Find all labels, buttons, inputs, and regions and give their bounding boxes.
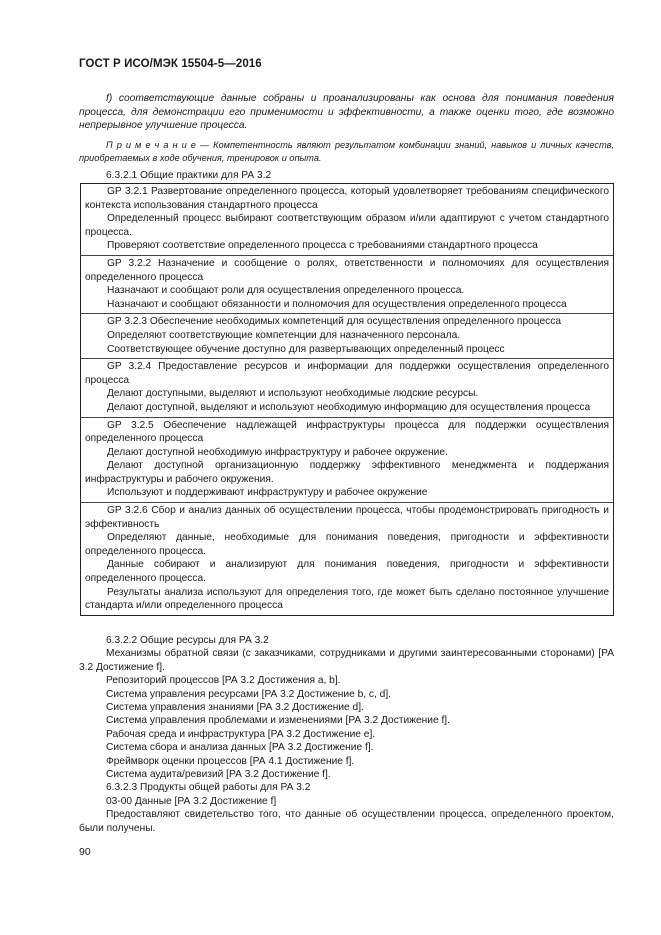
practice-row bbox=[81, 503, 613, 615]
practice-item: Данные собирают и анализируют для понимания поведения, пригодности и эффективности определенного процесса. bbox=[85, 559, 609, 585]
section-6-3-2-2-heading: 6.3.2.2 Общие ресурсы для РА 3.2 bbox=[106, 635, 269, 646]
practice-item: Назначают и сообщают роли для осуществления определенного процесса. bbox=[107, 285, 465, 297]
resources-section bbox=[79, 634, 614, 835]
work-product-description: Предоставляют свидетельство того, что данные об осуществлении процесса, определенного проектом, были получены. bbox=[79, 809, 614, 834]
page-number: 90 bbox=[79, 846, 91, 858]
practice-item: Определенный процесс выбирают соответствующим образом и/или адаптируют с учетом стандартного процесса. bbox=[85, 213, 609, 238]
practice-title: GP 3.2.1 Развертование определенного процесса, который удовлетворяет требованиям специфического контекста использования стандартного процесса bbox=[85, 186, 609, 211]
practice-row bbox=[81, 314, 613, 359]
section-6-3-2-1-heading: 6.3.2.1 Общие практики для РА 3.2 bbox=[106, 170, 272, 181]
practice-title: GP 3.2.5 Обеспечение надлежащей инфраструктуры процесса для поддержки осуществления определенного процесса bbox=[85, 419, 609, 445]
practice-title: GP 3.2.6 Сбор и анализ данных об осуществлении процесса, чтобы продемонстрировать пригодность и эффективность bbox=[85, 505, 609, 530]
practices-table bbox=[80, 183, 614, 616]
practice-title: GP 3.2.4 Предоставление ресурсов и информации для поддержки осуществления определенного процесса bbox=[85, 361, 609, 386]
section-6-3-2-3-heading: 6.3.2.3 Продукты общей работы для РА 3.2 bbox=[106, 782, 311, 794]
practice-item: Назначают и сообщают обязанности и полномочия для осуществления определенного процесса bbox=[107, 298, 567, 310]
practice-row bbox=[81, 359, 613, 417]
practice-item: Делают доступной необходимую инфраструктуру и рабочее окружение. bbox=[107, 446, 448, 458]
intro-item-f: f) соответствующие данные собраны и проанализированы как основа для понимания поведения процесса, для демонстрации его применимости и эффективности, а также оценки того, где возможно непрерывное улучшение процесса. bbox=[79, 93, 614, 132]
practice-row bbox=[81, 418, 613, 504]
practice-item: Делают доступной организационную поддержку эффективного менеджмента и поддержания инфраструктуры и рабочего окружения. bbox=[85, 460, 609, 485]
practice-item: Результаты анализа используют для определения того, где может быть сделано постоянное улучшение стандарта и/или определенного процесса bbox=[85, 586, 609, 612]
resource-item: Система управления проблемами и изменениями [РА 3.2 Достижение f]. bbox=[106, 715, 450, 727]
practice-item: Определяют соответствующие компетенции для назначенного персонала. bbox=[107, 329, 461, 341]
resource-item: Фреймворк оценки процессов [РА 4.1 Достижение f]. bbox=[106, 755, 355, 767]
practice-item: Делают доступными, выделяют и используют необходимые людские ресурсы. bbox=[107, 388, 479, 400]
work-product-item: 03-00 Данные [РА 3.2 Достижение f] bbox=[106, 795, 277, 807]
practice-item: Делают доступной, выделяют и используют необходимую информацию для осуществления процесса bbox=[107, 401, 591, 413]
resource-item: Система сбора и анализа данных [РА 3.2 Достижение f]. bbox=[106, 742, 374, 754]
resource-item: Система управления знаниями [РА 3.2 Достижение d]. bbox=[106, 702, 364, 714]
resources-intro: Механизмы обратной связи (с заказчиками, сотрудниками и другими заинтересованными сторонами) [РА 3.2 Достижение f]. bbox=[79, 648, 614, 673]
resource-item: Рабочая среда и инфраструктура [РА 3.2 Достижение e]. bbox=[106, 728, 376, 740]
practice-row bbox=[81, 184, 613, 256]
practice-title: GP 3.2.2 Назначение и сообщение о ролях, ответственности и полномочиях для осуществления определенного процесса bbox=[85, 257, 609, 283]
resource-item: Система аудита/ревизий [РА 3.2 Достижение f]. bbox=[106, 769, 331, 781]
resource-item: Репозиторий процессов [РА 3.2 Достижения a, b]. bbox=[106, 675, 341, 687]
resource-item: Система управления ресурсами [РА 3.2 Достижение b, c, d]. bbox=[106, 688, 391, 700]
practice-item: Проверяют соответствие определенного процесса с требованиями стандартного процесса bbox=[107, 240, 538, 252]
document-header: ГОСТ Р ИСО/МЭК 15504-5—2016 bbox=[79, 58, 262, 70]
note-paragraph: П р и м е ч а н и е — Компетентность являют результатом комбинации знаний, навыков и личных качеств, приобретаемых в ходе обучения, тренировок и опыта. bbox=[79, 140, 614, 163]
practice-item: Определяют данные, необходимые для понимания поведения, пригодности и эффективности определенного процесса. bbox=[85, 532, 609, 557]
practice-item: Соответствующее обучение доступно для развертывающих определенный процесс bbox=[107, 343, 505, 355]
practice-item: Используют и поддерживают инфраструктуру и рабочее окружение bbox=[107, 487, 428, 499]
practice-title: GP 3.2.3 Обеспечение необходимых компетенций для осуществления определенного процесса bbox=[107, 316, 562, 328]
practice-row bbox=[81, 256, 613, 314]
